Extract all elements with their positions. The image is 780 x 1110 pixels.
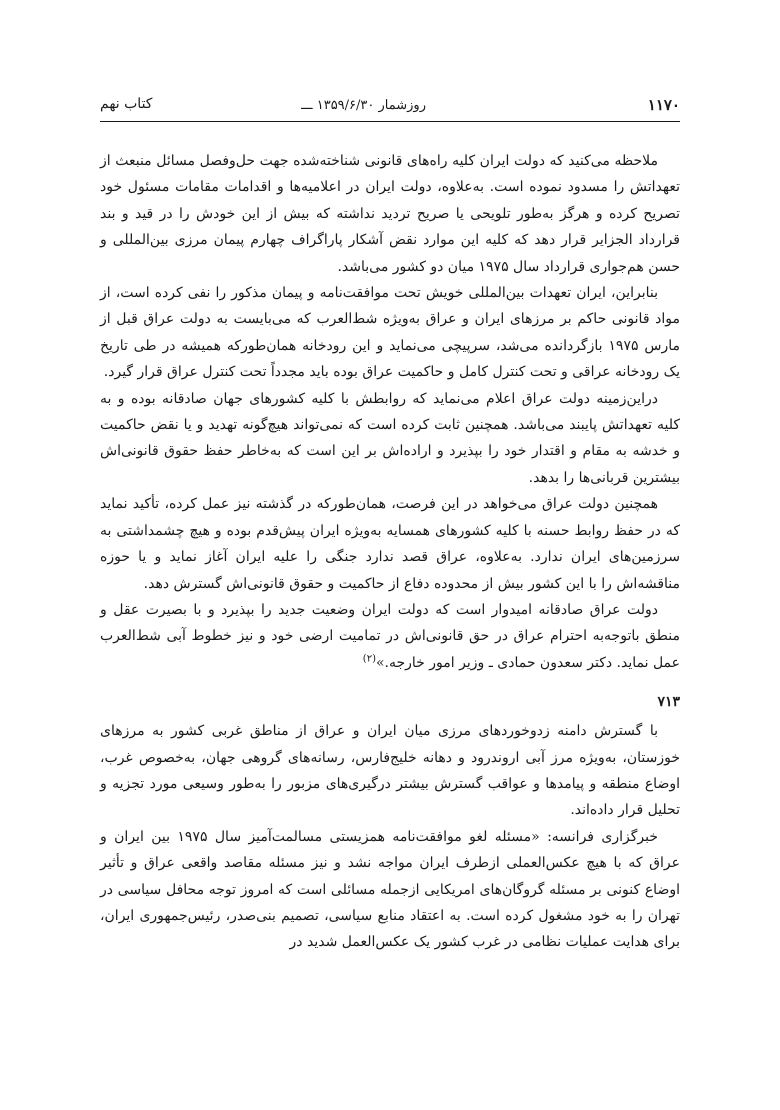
page-header — [100, 96, 680, 118]
closing-paragraph — [100, 597, 680, 676]
page-number: ۱۱۷۰ — [647, 96, 680, 114]
paragraph: ملاحظه می‌کنید که دولت ایران کلیه راه‌های قانونی شناخته‌شده جهت حل‌وفصل مسائل منبعث از تعهداتش را مسدود نموده است. به‌علاوه، دولت ایران در اعلامیه‌ها و اقدامات مقامات مسئول خود تصریح کرده و هرگز به‌طور تلویحی یا صریح تردید نداشته که بیش از این خودش را در قید و بند قرارداد الجزایر قرار دهد که کلیه این موارد نقض آشکار پاراگراف چهارم پیمان مرزی بین‌المللی و حسن هم‌جواری قرارداد سال ۱۹۷۵ میان دو کشور می‌باشد. — [100, 153, 680, 275]
header-divider — [100, 121, 680, 122]
footnote-marker: (۲) — [362, 653, 376, 665]
running-date: روزشمار ۱۳۵۹/۶/۳۰ ـــ — [301, 98, 426, 113]
document-body — [100, 148, 680, 956]
paragraph: بنابراین، ایران تعهدات بین‌المللی خویش تحت موافقت‌نامه و پیمان مذکور را نفی کرده است، از مواد قانونی حاکم بر مرزهای ایران و عراق به‌ویژه شط‌العرب که می‌بایست به دولت عراق قبل از مارس ۱۹۷۵ بازگردانده می‌شد، سرپیچی می‌نماید و این رودخانه همان‌طورکه همیشه در طی تاریخ یک رودخانه عراقی و تحت کنترل کامل و حاکمیت عراق بوده باید مجدداً تحت کنترل عراق قرار گیرد. — [100, 285, 680, 381]
paragraph: خبرگزاری فرانسه: «مسئله لغو موافقت‌نامه همزیستی مسالمت‌آمیز سال ۱۹۷۵ بین ایران و عراق که با هیچ عکس‌العملی ازطرف ایران مواجه نشد و نیز مسئله مقاصد واقعی عراق و تأثیر اوضاع کنونی بر مسئله گروگان‌های امریکایی ازجمله مسائلی است که امروز توجه محافل سیاسی در تهران را به خود مشغول کرده است. به اعتقاد منابع سیاسی، تصمیم بنی‌صدر، رئیس‌جمهوری ایران، برای هدایت عملیات نظامی در غرب کشور یک عکس‌العمل شدید در — [100, 828, 680, 951]
book-title: کتاب نهم — [100, 96, 153, 112]
closing-text: دولت عراق صادقانه امیدوار است که دولت ایران وضعیت جدید را بپذیرد و با بصیرت عقل و منطق باتوجه‌به احترام عراق در حق قانونی‌اش در تمامیت ارضی خود و نیز خطوط آبی شط‌العرب عمل نماید. دکتر سعدون حمادی ـ وزیر امور خارجه.» — [100, 601, 680, 671]
paragraph: دراین‌زمینه دولت عراق اعلام می‌نماید که روابطش با کلیه کشورهای جهان صادقانه بوده و به کلیه تعهداتش پایبند می‌باشد. همچنین ثابت کرده است که نمی‌تواند هیچ‌گونه تهدید و یا نقض حاکمیت و خدشه به مقام و اقتدار خود را بپذیرد و اراده‌اش بر این است که به‌خاطر حفظ حقوق قانونی‌اش بیشترین قربانی‌ها را بدهد. — [100, 390, 680, 486]
paragraph: همچنین دولت عراق می‌خواهد در این فرصت، همان‌طورکه در گذشته نیز عمل کرده، تأکید نماید که در حفظ روابط حسنه با کلیه کشورهای همسایه به‌ویژه ایران پیش‌قدم بوده و هیچ چشمداشتی به سرزمین‌های ایران ندارد. به‌علاوه، عراق قصد ندارد جنگی را علیه ایران آغاز نماید و یا حوزه مناقشه‌اش را با این کشور بیش از محدوده دفاع از حاکمیت و حقوق قانونی‌اش گسترش دهد. — [100, 496, 680, 592]
paragraph: با گسترش دامنه زدوخوردهای مرزی میان ایران و عراق از مناطق غربی کشور به مرزهای خوزستان، به‌ویژه مرز آبی اروندرود و دهانه خلیج‌فارس، رسانه‌های گروهی جهان، به‌خصوص غرب، اوضاع منطقه و پیامدها و عواقب گسترش بیشتر درگیری‌های مزبور را به‌طور وسیعی مورد تجزیه و تحلیل قرار داده‌اند. — [100, 723, 680, 819]
section-number: ۷۱۳ — [657, 694, 680, 711]
